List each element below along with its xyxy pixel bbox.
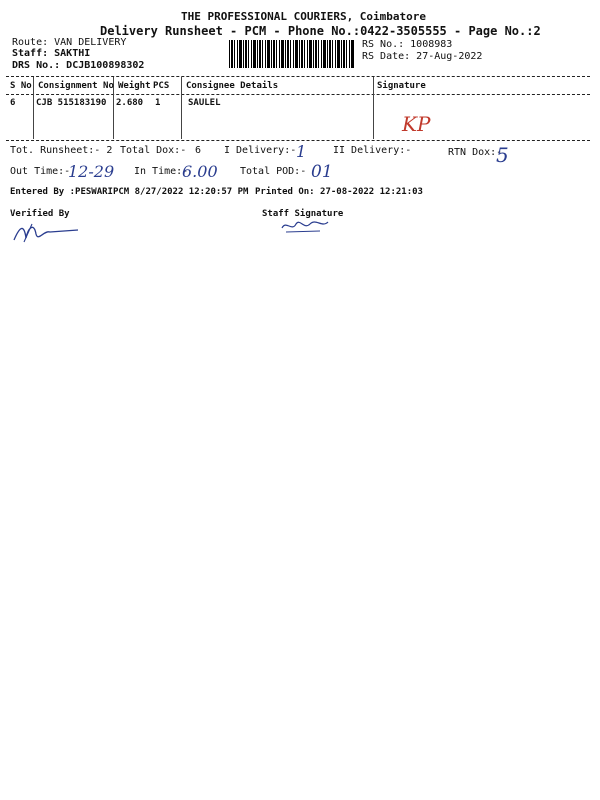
- row-consignment: CJB 515183190: [36, 98, 107, 108]
- row-pcs: 1: [155, 98, 161, 108]
- total-dox-value: 6: [195, 145, 202, 156]
- tot-runsheet: Tot. Runsheet:- 2: [10, 145, 113, 156]
- out-time-value: 12-29: [68, 162, 115, 181]
- col-header-sno: S No: [10, 81, 32, 91]
- i-delivery-value: 1: [296, 142, 307, 161]
- total-pod-value: 01: [311, 162, 333, 182]
- in-time-label: In Time:-: [134, 166, 189, 177]
- ii-delivery-label: II Delivery:-: [333, 145, 412, 156]
- col-header-consignee: Consignee Details: [186, 81, 279, 91]
- in-time-value: 6.00: [182, 162, 218, 181]
- route-label: Route: VAN DELIVERY: [12, 37, 127, 48]
- row-sno: 6: [10, 98, 16, 108]
- drs-number: DRS No.: DCJB100898302: [12, 60, 145, 71]
- col-sep: [373, 77, 374, 139]
- col-header-consignment: Consignment No: [38, 81, 114, 91]
- staff-label: Staff: SAKTHI: [12, 48, 91, 59]
- staff-signature-label: Staff Signature: [262, 209, 344, 219]
- staff-signature-mark: [280, 216, 340, 236]
- table-bottom-rule: [6, 140, 590, 141]
- verified-signature-mark: [10, 218, 85, 246]
- barcode: [229, 40, 355, 68]
- verified-by-label: Verified By: [10, 209, 70, 219]
- col-sep: [181, 77, 182, 139]
- entered-by: Entered By :PESWARIPCM 8/27/2022 12:20:57 PM: [10, 187, 249, 197]
- row-weight: 2.680: [116, 98, 144, 108]
- rs-date: RS Date: 27-Aug-2022: [362, 51, 483, 62]
- row-consignee: SAULEL: [188, 98, 221, 108]
- col-header-pcs: PCS: [153, 81, 170, 91]
- table-top-rule: [6, 76, 590, 77]
- printed-on: Printed On: 27-08-2022 12:21:03: [255, 187, 423, 197]
- col-sep: [33, 77, 34, 139]
- row-signature: KP: [402, 112, 431, 136]
- col-header-signature: Signature: [377, 81, 426, 91]
- rs-number: RS No.: 1008983: [362, 39, 453, 50]
- runsheet-title: Delivery Runsheet - PCM - Phone No.:0422-3505555 - Page No.:2: [100, 24, 541, 38]
- total-dox-label: Total Dox:-: [120, 145, 187, 156]
- rtn-dox-label: RTN Dox:-: [448, 147, 503, 158]
- table-header-rule: [6, 94, 590, 95]
- i-delivery-label: I Delivery:-: [224, 145, 297, 156]
- rtn-dox-value: 5: [496, 143, 509, 167]
- out-time-label: Out Time:-: [10, 166, 71, 177]
- col-header-weight: Weight: [118, 81, 151, 91]
- total-pod-label: Total POD:-: [240, 166, 307, 177]
- company-title: THE PROFESSIONAL COURIERS, Coimbatore: [181, 10, 427, 23]
